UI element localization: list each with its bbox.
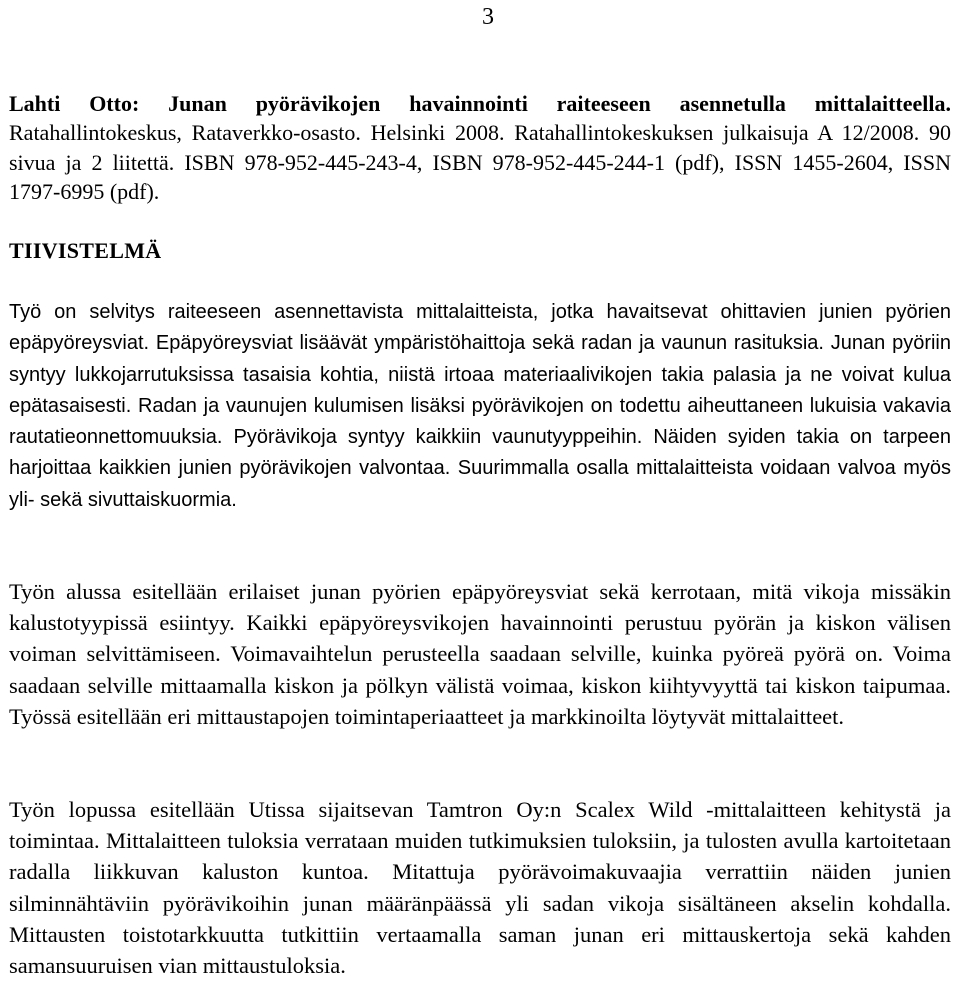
reference-details: Ratahallintokeskus, Rataverkko-osasto. Helsinki 2008. Ratahallintokeskuksen julkaisuja A 12/2008. 90 sivua ja 2 liitettä. ISBN 978-952-445-243-4, ISBN 978-952-445-244-1 (pdf), ISSN 1455-2604, ISSN 1797-6995 (pdf). (9, 120, 951, 204)
bibliographic-reference (9, 89, 951, 206)
abstract-paragraph-1: Työ on selvitys raiteeseen asennettavista mittalaitteista, jotka havaitsevat ohittavien junien pyörien epäpyöreysviat. Epäpyöreysviat lisäävät ympäristöhaittoja sekä radan ja vaunun rasituksia. Junan pyöriin syntyy lukkojarrutuksissa tasaisia kohtia, niistä irtoaa materiaalivikojen takia palasia ja ne voivat kulua epätasaisesti. Radan ja vaunujen kulumisen lisäksi pyörävikojen on todettu aiheuttaneen lukuisia vakavia rautatieonnettomuuksia. Pyörävikoja syntyy kaikkiin vaunutyyppeihin. Näiden syiden takia on tarpeen harjoittaa kaikkien junien pyörävikojen valvontaa. Suurimmalla osalla mittalaitteista voidaan valvoa myös yli- sekä sivuttaiskuormia. (9, 301, 951, 511)
page-number: 3 (482, 4, 494, 30)
reference-author-title: Lahti Otto: Junan pyörävikojen havainnointi raiteeseen asennetulla mittalaitteella. (9, 91, 951, 116)
abstract-paragraph-2: Työn alussa esitellään erilaiset junan pyörien epäpyöreysviat sekä kerrotaan, mitä vikoja missäkin kalustotyypissä esiintyy. Kaikki epäpyöreysvikojen havainnointi perustuu pyörän ja kiskon välisen voiman selvittämiseen. Voimavaihtelun perusteella saadaan selville, kuinka pyöreä pyörä on. Voima saadaan selville mittaamalla kiskon ja pölkyn välistä voimaa, kiskon kiihtyvyyttä tai kiskon taipumaa. Työssä esitellään eri mittaustapojen toimintaperiaatteet ja markkinoilta löytyvät mittalaitteet. (9, 579, 951, 729)
abstract-heading: TIIVISTELMÄ (9, 238, 162, 263)
abstract-paragraph-3: Työn lopussa esitellään Utissa sijaitsevan Tamtron Oy:n Scalex Wild -mittalaitteen kehitystä ja toimintaa. Mittalaitteen tuloksia verrataan muiden tutkimuksien tuloksiin, ja tulosten avulla kartoitetaan radalla liikkuvan kaluston kuntoa. Mitattuja pyörävoimakuvaajia verrattiin näiden junien silminnähtäviin pyörävikoihin junan määränpäässä yli sadan vikoja sisältäneen akselin kohdalla. Mittausten toistotarkkuutta tutkittiin vertaamalla saman junan eri mittauskertoja sekä kahden samansuuruisen vian mittaustuloksia. (9, 797, 951, 979)
